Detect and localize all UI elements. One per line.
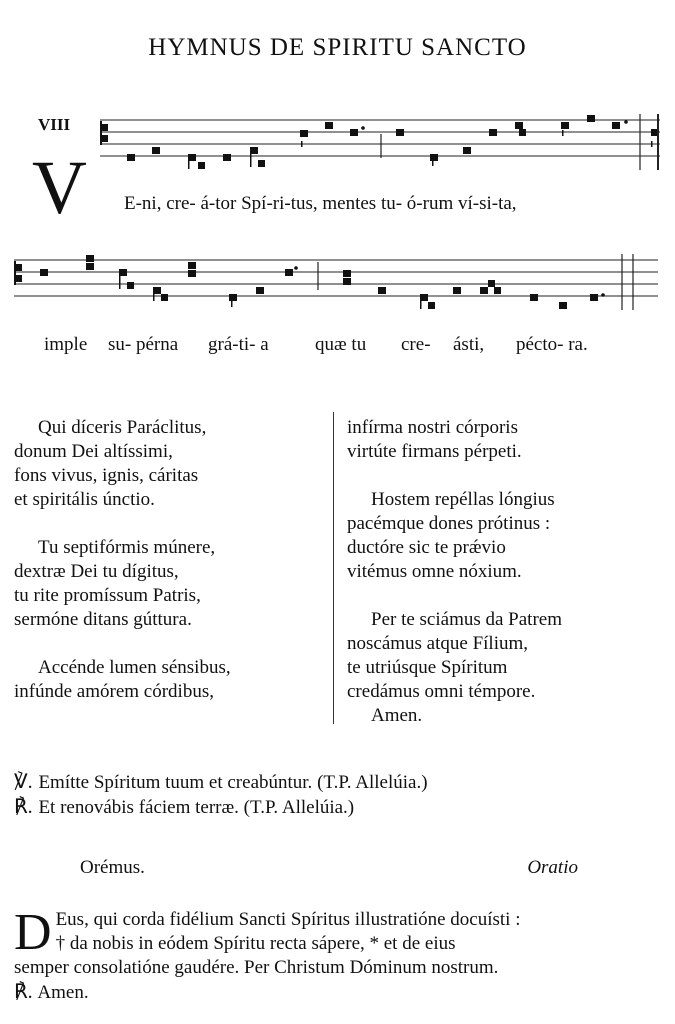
chant-lyrics-line-2	[44, 334, 664, 360]
verse-line: dextræ Dei tu dígitus,	[14, 561, 179, 582]
verse-line: te utriúsque Spíritum	[347, 657, 508, 678]
verse-line: pacémque dones prótinus :	[347, 513, 551, 534]
do-clef-icon	[14, 261, 22, 285]
response-line	[14, 795, 428, 820]
prayer-dropcap: D	[14, 904, 52, 961]
versicle-text: Emítte Spíritum tuum et creabúntur.	[38, 772, 313, 793]
chant-staff-2	[0, 250, 675, 320]
amen-line: Amen.	[371, 705, 423, 726]
verse-line: et spiritális únctio.	[14, 489, 155, 510]
prayer-text	[14, 904, 660, 1005]
verse-line: noscámus atque Fílium,	[347, 633, 529, 654]
chant-staff-1	[0, 110, 675, 180]
stanzas-right-column	[347, 416, 562, 728]
verse-line: virtúte firmans pérpeti.	[347, 441, 522, 462]
column-divider	[333, 412, 334, 724]
verse-line: sermóne ditans gúttura.	[14, 609, 192, 630]
verse-line: Hostem repéllas lóngius	[371, 489, 555, 510]
lyric-syllable: su- pérna	[108, 334, 179, 355]
verse-line: Tu septifórmis múnere,	[38, 537, 216, 558]
lyric-syllable: pécto- ra.	[516, 334, 588, 355]
prayer-line: semper consolatióne gaudére. Per Christum Dóminum nostrum.	[14, 957, 499, 978]
prayer-amen-line	[14, 980, 660, 1005]
lyric-syllable: imple	[44, 334, 88, 355]
response-icon: ℟.	[14, 981, 33, 1003]
verse-line: vitémus omne nóxium.	[347, 561, 522, 582]
verse-line: infúnde amórem córdibus,	[14, 681, 214, 702]
versicle-tp: (T.P. Allelúia.)	[317, 772, 428, 793]
verse-line: fons vivus, ignis, cáritas	[14, 465, 199, 486]
lyric-syllable: grá-ti- a	[208, 334, 269, 355]
versicle-icon: ℣.	[14, 771, 33, 793]
initial-letter: V	[32, 146, 87, 230]
do-clef-icon	[100, 121, 108, 145]
prayer-line: † da nobis in eódem Spíritu recta sápere, * et de eius	[55, 933, 456, 954]
versicle-line	[14, 770, 428, 795]
verse-line: Qui díceris Paráclitus,	[38, 417, 207, 438]
prayer-line: Eus, qui corda fidélium Sancti Spíritus illustratióne docuísti :	[55, 909, 521, 930]
response-icon: ℟.	[14, 796, 33, 818]
lyric-syllable: quæ tu	[315, 334, 367, 355]
verse-line: donum Dei altíssimi,	[14, 441, 173, 462]
verse-line: infírma nostri córporis	[347, 417, 518, 438]
oremus-label: Orémus.	[80, 857, 145, 878]
verse-line: tu rite promíssum Patris,	[14, 585, 201, 606]
versicle-block	[14, 770, 428, 820]
mode-label: VIII	[38, 115, 71, 134]
chant-lyrics-line-1: E-ni, cre- á-tor Spí-ri-tus, mentes tu- ó-rum ví-si-ta,	[124, 193, 517, 214]
lyric-syllable: cre-	[401, 334, 431, 355]
verse-line: credámus omni témpore.	[347, 681, 536, 702]
verse-line: Per te sciámus da Patrem	[371, 609, 563, 630]
stanzas-left-column	[14, 416, 231, 704]
verse-line: Accénde lumen sénsibus,	[38, 657, 231, 678]
verse-line: ductóre sic te prǽvio	[347, 537, 506, 558]
prayer-amen: Amen.	[37, 982, 89, 1003]
response-tp: (T.P. Allelúia.)	[243, 797, 355, 818]
response-text: Et renovábis fáciem terræ.	[38, 797, 239, 818]
page-title: HYMNUS DE SPIRITU SANCTO	[148, 34, 527, 61]
oratio-heading: Oratio	[527, 857, 578, 878]
lyric-syllable: ásti,	[453, 334, 485, 355]
